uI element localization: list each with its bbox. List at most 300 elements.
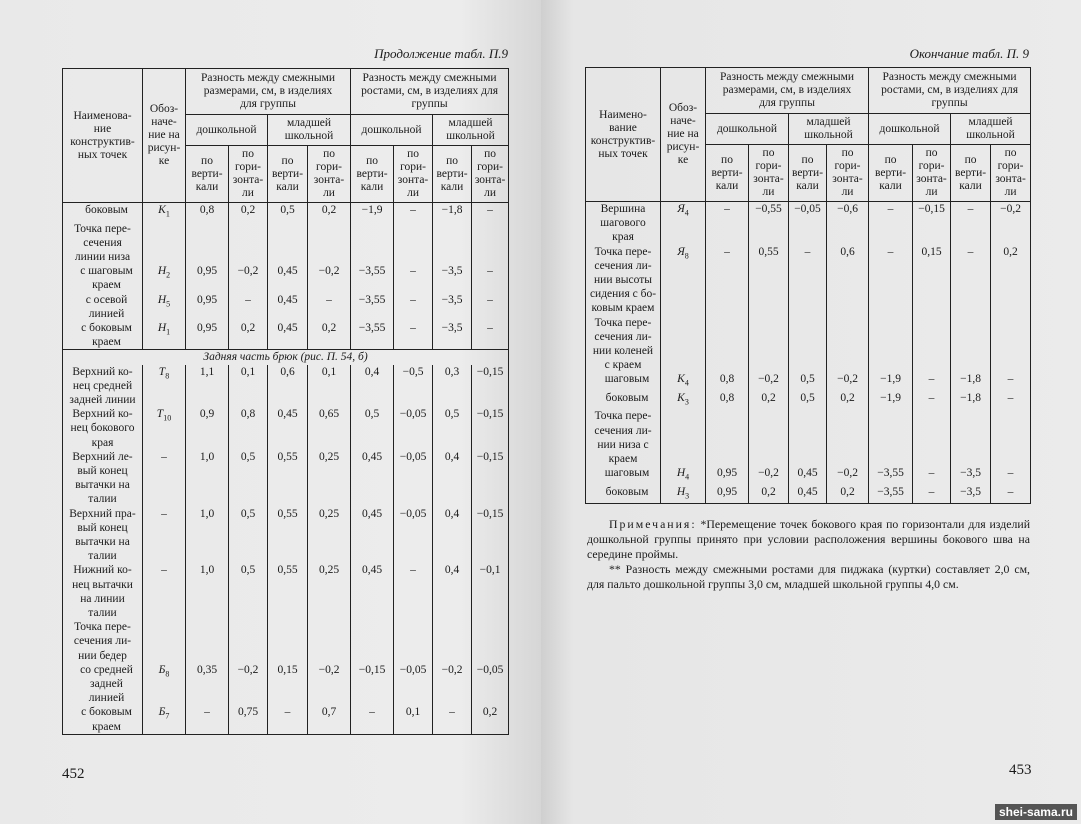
subheader-horizontal: по гори- зонта- ли bbox=[913, 145, 951, 202]
subheader-junior-school: младшей школьной bbox=[789, 114, 869, 145]
code-letter: – bbox=[161, 450, 167, 463]
value-cell: −0,05 bbox=[394, 507, 433, 564]
value-cell: 0,45 bbox=[268, 407, 308, 450]
value-cell: 0,75 bbox=[229, 705, 268, 734]
subheader-vertical: по верти- кали bbox=[268, 146, 308, 203]
value-cell: 0,5 bbox=[229, 450, 268, 507]
value-cell bbox=[869, 316, 913, 373]
column-header-code: Обоз- наче- ние на рисун- ке bbox=[661, 68, 706, 202]
point-code bbox=[143, 563, 186, 620]
value-cell: −0,15 bbox=[913, 202, 951, 245]
table-row bbox=[63, 507, 509, 564]
column-header-code: Обоз- наче- ние на рисун- ке bbox=[143, 69, 186, 203]
value-cell: – bbox=[913, 372, 951, 391]
value-cell: 0,45 bbox=[789, 466, 827, 485]
code-subscript: 8 bbox=[165, 669, 170, 679]
code-subscript: 4 bbox=[684, 208, 689, 218]
table-row bbox=[63, 365, 509, 408]
value-cell: 0,1 bbox=[394, 705, 433, 734]
watermark: shei-sama.ru bbox=[995, 804, 1077, 820]
value-cell bbox=[951, 409, 991, 466]
table-notes bbox=[587, 517, 1030, 592]
value-cell: 0,5 bbox=[433, 407, 472, 450]
value-cell bbox=[869, 409, 913, 466]
point-name: со средней задней линией bbox=[63, 663, 143, 706]
code-subscript: 5 bbox=[166, 298, 171, 308]
point-name: с боковым краем bbox=[63, 705, 143, 734]
value-cell: −3,5 bbox=[951, 485, 991, 504]
point-name: Верхний ко- нец бокового края bbox=[63, 407, 143, 450]
table-row bbox=[63, 264, 509, 292]
point-code bbox=[143, 407, 186, 450]
column-group-size-difference: Разность между смежными размерами, см, в изделиях для группы bbox=[706, 68, 869, 114]
value-cell: 0,2 bbox=[991, 245, 1031, 316]
point-code bbox=[143, 663, 186, 706]
table-row bbox=[586, 372, 1031, 391]
point-code bbox=[143, 321, 186, 350]
value-cell: 0,95 bbox=[186, 264, 229, 292]
value-cell: −0,2 bbox=[229, 264, 268, 292]
column-header-name: Наименова- ние конструктив- ных точек bbox=[63, 69, 143, 203]
code-subscript: 3 bbox=[685, 491, 690, 501]
value-cell: 0,5 bbox=[268, 203, 308, 222]
value-cell bbox=[308, 222, 351, 265]
point-name: Точка пере- сечения ли- нии коленей с краем bbox=[586, 316, 661, 373]
value-cell: 0,2 bbox=[749, 391, 789, 410]
point-name: Нижний ко- нец вытачки на линии талии bbox=[63, 563, 143, 620]
value-cell: 0,2 bbox=[827, 485, 869, 504]
point-name: шаговым bbox=[586, 466, 661, 485]
code-subscript: 8 bbox=[684, 250, 689, 260]
value-cell: −0,15 bbox=[351, 663, 394, 706]
value-cell: −0,2 bbox=[749, 372, 789, 391]
subheader-horizontal: по гори- зонта- ли bbox=[308, 146, 351, 203]
code-letter: Я bbox=[677, 245, 685, 258]
right-page bbox=[541, 0, 1081, 824]
value-cell: −1,8 bbox=[951, 391, 991, 410]
size-difference-table-end bbox=[585, 67, 1031, 504]
value-cell: 0,65 bbox=[308, 407, 351, 450]
value-cell: 0,2 bbox=[229, 321, 268, 350]
value-cell: −0,2 bbox=[827, 466, 869, 485]
subheader-vertical: по верти- кали bbox=[951, 145, 991, 202]
value-cell: – bbox=[268, 705, 308, 734]
table-row bbox=[63, 203, 509, 222]
value-cell: −1,8 bbox=[433, 203, 472, 222]
point-code bbox=[661, 466, 706, 485]
value-cell: – bbox=[913, 391, 951, 410]
value-cell: 0,25 bbox=[308, 563, 351, 620]
value-cell: −3,55 bbox=[869, 485, 913, 504]
code-subscript: 1 bbox=[165, 209, 170, 219]
table-row bbox=[586, 485, 1031, 504]
value-cell bbox=[827, 409, 869, 466]
value-cell: – bbox=[394, 321, 433, 350]
table-row bbox=[63, 293, 509, 321]
page-number: 452 bbox=[62, 766, 85, 782]
subheader-vertical: по верти- кали bbox=[789, 145, 827, 202]
value-cell: – bbox=[472, 293, 509, 321]
column-group-size-difference: Разность между смежными размерами, см, в изделиях для группы bbox=[186, 69, 351, 115]
value-cell: – bbox=[351, 705, 394, 734]
subheader-vertical: по верти- кали bbox=[351, 146, 394, 203]
value-cell: −3,55 bbox=[351, 293, 394, 321]
point-name: шаговым bbox=[586, 372, 661, 391]
note-2: ** Разность между смежными ростами для пиджака (куртки) составляет 2,0 см, для пальто дошкольной группы 3,0 см, младшей школьной группы 4,0 см. bbox=[587, 562, 1030, 591]
value-cell: – bbox=[308, 293, 351, 321]
value-cell: – bbox=[869, 202, 913, 245]
value-cell: 0,2 bbox=[308, 321, 351, 350]
code-subscript: 3 bbox=[684, 397, 689, 407]
point-code bbox=[143, 507, 186, 564]
value-cell: 0,25 bbox=[308, 507, 351, 564]
value-cell: 0,1 bbox=[229, 365, 268, 408]
table-caption: Продолжение табл. П.9 bbox=[374, 46, 508, 61]
value-cell bbox=[913, 409, 951, 466]
subheader-vertical: по верти- кали bbox=[869, 145, 913, 202]
value-cell bbox=[706, 409, 749, 466]
value-cell: 0,5 bbox=[229, 507, 268, 564]
table-row bbox=[63, 563, 509, 620]
value-cell: 0,5 bbox=[789, 372, 827, 391]
table-caption: Окончание табл. П. 9 bbox=[909, 46, 1029, 61]
value-cell: 0,95 bbox=[706, 485, 749, 504]
value-cell: −0,05 bbox=[394, 407, 433, 450]
code-letter: Т bbox=[156, 408, 164, 421]
table-row bbox=[586, 391, 1031, 410]
value-cell: −0,2 bbox=[308, 264, 351, 292]
value-cell bbox=[186, 620, 229, 663]
value-cell bbox=[789, 316, 827, 373]
value-cell: −0,05 bbox=[472, 663, 509, 706]
value-cell: 0,55 bbox=[268, 563, 308, 620]
value-cell: 1,0 bbox=[186, 507, 229, 564]
point-code bbox=[143, 705, 186, 734]
page-number: 453 bbox=[1009, 762, 1032, 778]
value-cell: – bbox=[229, 293, 268, 321]
value-cell: – bbox=[394, 203, 433, 222]
value-cell: −0,55 bbox=[749, 202, 789, 245]
code-subscript: 2 bbox=[166, 270, 171, 280]
code-letter: Н bbox=[676, 467, 686, 480]
value-cell: 0,55 bbox=[749, 245, 789, 316]
code-subscript: 10 bbox=[163, 413, 172, 423]
value-cell: 0,4 bbox=[433, 450, 472, 507]
value-cell bbox=[268, 620, 308, 663]
code-letter: Н bbox=[157, 265, 167, 278]
value-cell: – bbox=[394, 264, 433, 292]
point-name: Верхний пра- вый конец вытачки на талии bbox=[63, 507, 143, 564]
subheader-vertical: по верти- кали bbox=[186, 146, 229, 203]
value-cell: 0,6 bbox=[268, 365, 308, 408]
value-cell: −0,05 bbox=[394, 663, 433, 706]
value-cell bbox=[749, 316, 789, 373]
value-cell: 0,45 bbox=[268, 264, 308, 292]
value-cell: −3,55 bbox=[869, 466, 913, 485]
value-cell: – bbox=[186, 705, 229, 734]
value-cell bbox=[789, 409, 827, 466]
code-letter: Б bbox=[158, 706, 166, 719]
value-cell: 0,15 bbox=[268, 663, 308, 706]
column-header-name: Наимено- вание конструктив- ных точек bbox=[586, 68, 661, 202]
value-cell: – bbox=[991, 466, 1031, 485]
point-name: боковым bbox=[586, 391, 661, 410]
code-letter: Б bbox=[158, 663, 166, 676]
table-row bbox=[63, 407, 509, 450]
value-cell bbox=[394, 620, 433, 663]
value-cell bbox=[394, 222, 433, 265]
value-cell: – bbox=[913, 466, 951, 485]
subheader-horizontal: по гори- зонта- ли bbox=[394, 146, 433, 203]
subheader-vertical: по верти- кали bbox=[706, 145, 749, 202]
table-row bbox=[586, 409, 1031, 466]
value-cell: 0,35 bbox=[186, 663, 229, 706]
value-cell: 0,5 bbox=[229, 563, 268, 620]
point-name: Верхний ле- вый конец вытачки на талии bbox=[63, 450, 143, 507]
point-code bbox=[143, 365, 186, 408]
code-letter: K bbox=[158, 204, 166, 216]
value-cell bbox=[991, 409, 1031, 466]
point-code bbox=[661, 372, 706, 391]
value-cell bbox=[433, 222, 472, 265]
code-letter: Т bbox=[158, 365, 166, 378]
point-code bbox=[143, 264, 186, 292]
value-cell: 0,1 bbox=[308, 365, 351, 408]
value-cell bbox=[229, 620, 268, 663]
value-cell: 0,25 bbox=[308, 450, 351, 507]
value-cell bbox=[706, 316, 749, 373]
value-cell: 0,45 bbox=[351, 507, 394, 564]
value-cell: 0,8 bbox=[706, 372, 749, 391]
subheader-horizontal: по гори- зонта- ли bbox=[991, 145, 1031, 202]
value-cell: −3,5 bbox=[433, 321, 472, 350]
point-name: Точка пере- сечения линии низа bbox=[63, 222, 143, 265]
value-cell bbox=[991, 316, 1031, 373]
value-cell: – bbox=[951, 245, 991, 316]
point-code bbox=[661, 202, 706, 245]
value-cell: −0,2 bbox=[433, 663, 472, 706]
value-cell: 0,6 bbox=[827, 245, 869, 316]
value-cell: −1,9 bbox=[351, 203, 394, 222]
value-cell: – bbox=[433, 705, 472, 734]
value-cell: −0,15 bbox=[472, 507, 509, 564]
table-row bbox=[586, 245, 1031, 316]
value-cell: −0,05 bbox=[394, 450, 433, 507]
value-cell: 0,2 bbox=[472, 705, 509, 734]
value-cell: −0,2 bbox=[827, 372, 869, 391]
value-cell: −1,9 bbox=[869, 391, 913, 410]
subheader-horizontal: по гори- зонта- ли bbox=[827, 145, 869, 202]
code-subscript: 7 bbox=[165, 711, 170, 721]
value-cell: −0,2 bbox=[229, 663, 268, 706]
code-subscript: 8 bbox=[165, 370, 170, 380]
value-cell bbox=[433, 620, 472, 663]
value-cell: −0,15 bbox=[472, 407, 509, 450]
table-row bbox=[586, 316, 1031, 373]
value-cell bbox=[749, 409, 789, 466]
subheader-horizontal: по гори- зонта- ли bbox=[229, 146, 268, 203]
subheader-preschool: дошкольной bbox=[706, 114, 789, 145]
value-cell bbox=[186, 222, 229, 265]
value-cell: −0,1 bbox=[472, 563, 509, 620]
value-cell: – bbox=[706, 245, 749, 316]
value-cell: 0,4 bbox=[351, 365, 394, 408]
value-cell: 0,45 bbox=[789, 485, 827, 504]
value-cell: 0,4 bbox=[433, 563, 472, 620]
value-cell: −0,5 bbox=[394, 365, 433, 408]
point-name: Верхний ко- нец средней задней линии bbox=[63, 365, 143, 408]
code-letter: К bbox=[677, 391, 685, 404]
code-letter: К bbox=[677, 373, 685, 386]
value-cell: 0,55 bbox=[268, 450, 308, 507]
table-row bbox=[586, 202, 1031, 245]
point-name: Точка пере- сечения ли- нии низа с краем bbox=[586, 409, 661, 466]
value-cell: −0,15 bbox=[472, 450, 509, 507]
value-cell: 1,0 bbox=[186, 450, 229, 507]
value-cell bbox=[268, 222, 308, 265]
column-group-height-difference: Разность между смежными ростами, см, в изделиях для группы bbox=[351, 69, 509, 115]
value-cell: 0,95 bbox=[186, 293, 229, 321]
subheader-preschool: дошкольной bbox=[351, 115, 433, 146]
point-code bbox=[143, 293, 186, 321]
column-group-height-difference: Разность между смежными ростами, см, в изделиях для группы bbox=[869, 68, 1031, 114]
value-cell: – bbox=[472, 264, 509, 292]
value-cell: – bbox=[706, 202, 749, 245]
subheader-junior-school: младшей школьной bbox=[433, 115, 509, 146]
value-cell bbox=[472, 620, 509, 663]
point-name: боковым bbox=[63, 203, 143, 222]
point-code bbox=[143, 620, 186, 663]
point-code bbox=[661, 245, 706, 316]
value-cell: – bbox=[789, 245, 827, 316]
point-code bbox=[661, 316, 706, 373]
value-cell: −3,5 bbox=[433, 293, 472, 321]
value-cell: – bbox=[394, 563, 433, 620]
value-cell: −0,05 bbox=[789, 202, 827, 245]
value-cell bbox=[913, 316, 951, 373]
value-cell: – bbox=[394, 293, 433, 321]
point-code bbox=[143, 203, 186, 222]
note-1: *Перемещение точек бокового края по горизонтали для изделий дошкольной группы принято при условии расположения вершины бокового шва на середине проймы. bbox=[587, 517, 1031, 561]
value-cell: 0,2 bbox=[308, 203, 351, 222]
point-name: Точка пере- сечения ли- нии бедер bbox=[63, 620, 143, 663]
table-row bbox=[63, 450, 509, 507]
table-row bbox=[63, 620, 509, 663]
subheader-preschool: дошкольной bbox=[869, 114, 951, 145]
value-cell bbox=[472, 222, 509, 265]
subheader-junior-school: младшей школьной bbox=[268, 115, 351, 146]
value-cell: 0,95 bbox=[706, 466, 749, 485]
value-cell: – bbox=[991, 391, 1031, 410]
value-cell: 0,45 bbox=[351, 563, 394, 620]
value-cell bbox=[827, 316, 869, 373]
value-cell: −0,15 bbox=[472, 365, 509, 408]
value-cell: 0,5 bbox=[789, 391, 827, 410]
code-subscript: 4 bbox=[684, 378, 689, 388]
code-letter: Н bbox=[676, 485, 686, 498]
value-cell: 0,9 bbox=[186, 407, 229, 450]
table-row bbox=[586, 466, 1031, 485]
value-cell bbox=[308, 620, 351, 663]
value-cell: – bbox=[991, 485, 1031, 504]
value-cell: −3,55 bbox=[351, 264, 394, 292]
subheader-horizontal: по гори- зонта- ли bbox=[749, 145, 789, 202]
subheader-junior-school: младшей школьной bbox=[951, 114, 1031, 145]
value-cell bbox=[351, 620, 394, 663]
value-cell: −0,2 bbox=[308, 663, 351, 706]
table-row bbox=[63, 705, 509, 734]
point-name: Точка пере- сечения ли- нии высоты сидения с бо- ковым краем bbox=[586, 245, 661, 316]
subheader-vertical: по верти- кали bbox=[433, 146, 472, 203]
table-row bbox=[63, 321, 509, 350]
value-cell: 0,15 bbox=[913, 245, 951, 316]
value-cell: – bbox=[913, 485, 951, 504]
value-cell: – bbox=[472, 203, 509, 222]
value-cell: – bbox=[991, 372, 1031, 391]
value-cell: 0,45 bbox=[351, 450, 394, 507]
value-cell: 1,1 bbox=[186, 365, 229, 408]
code-letter: – bbox=[161, 507, 167, 520]
point-name: боковым bbox=[586, 485, 661, 504]
code-subscript: 4 bbox=[685, 472, 690, 482]
size-difference-table-continued bbox=[62, 68, 509, 735]
value-cell: 0,8 bbox=[706, 391, 749, 410]
value-cell: 0,45 bbox=[268, 293, 308, 321]
point-name: с боковым краем bbox=[63, 321, 143, 350]
value-cell: 0,55 bbox=[268, 507, 308, 564]
table-row bbox=[63, 222, 509, 265]
subheader-preschool: дошкольной bbox=[186, 115, 268, 146]
value-cell bbox=[951, 316, 991, 373]
value-cell: −0,6 bbox=[827, 202, 869, 245]
value-cell: −3,55 bbox=[351, 321, 394, 350]
point-code bbox=[143, 222, 186, 265]
subheader-horizontal: по гори- зонта- ли bbox=[472, 146, 509, 203]
value-cell: 0,95 bbox=[186, 321, 229, 350]
notes-label: Примечания: bbox=[609, 517, 697, 531]
value-cell: 0,8 bbox=[229, 407, 268, 450]
value-cell: 0,8 bbox=[186, 203, 229, 222]
value-cell bbox=[229, 222, 268, 265]
value-cell: 1,0 bbox=[186, 563, 229, 620]
value-cell: 0,2 bbox=[749, 485, 789, 504]
value-cell: 0,4 bbox=[433, 507, 472, 564]
code-subscript: 1 bbox=[166, 327, 171, 337]
value-cell: −3,5 bbox=[951, 466, 991, 485]
value-cell: – bbox=[869, 245, 913, 316]
point-code bbox=[661, 485, 706, 504]
value-cell: −0,2 bbox=[749, 466, 789, 485]
value-cell: 0,5 bbox=[351, 407, 394, 450]
value-cell: −0,2 bbox=[991, 202, 1031, 245]
section-row bbox=[63, 350, 509, 365]
value-cell: – bbox=[951, 202, 991, 245]
code-letter: Н bbox=[157, 321, 167, 334]
point-code bbox=[661, 391, 706, 410]
value-cell: 0,2 bbox=[827, 391, 869, 410]
code-letter: Я bbox=[677, 203, 685, 215]
value-cell: 0,2 bbox=[229, 203, 268, 222]
value-cell: −1,8 bbox=[951, 372, 991, 391]
code-letter: – bbox=[161, 564, 167, 577]
code-letter: Н bbox=[157, 293, 167, 306]
point-name: Вершина шагового края bbox=[586, 202, 661, 245]
point-name: с шаговым краем bbox=[63, 264, 143, 292]
point-name: с осевой линией bbox=[63, 293, 143, 321]
point-code bbox=[661, 409, 706, 466]
value-cell: −1,9 bbox=[869, 372, 913, 391]
table-row bbox=[63, 663, 509, 706]
